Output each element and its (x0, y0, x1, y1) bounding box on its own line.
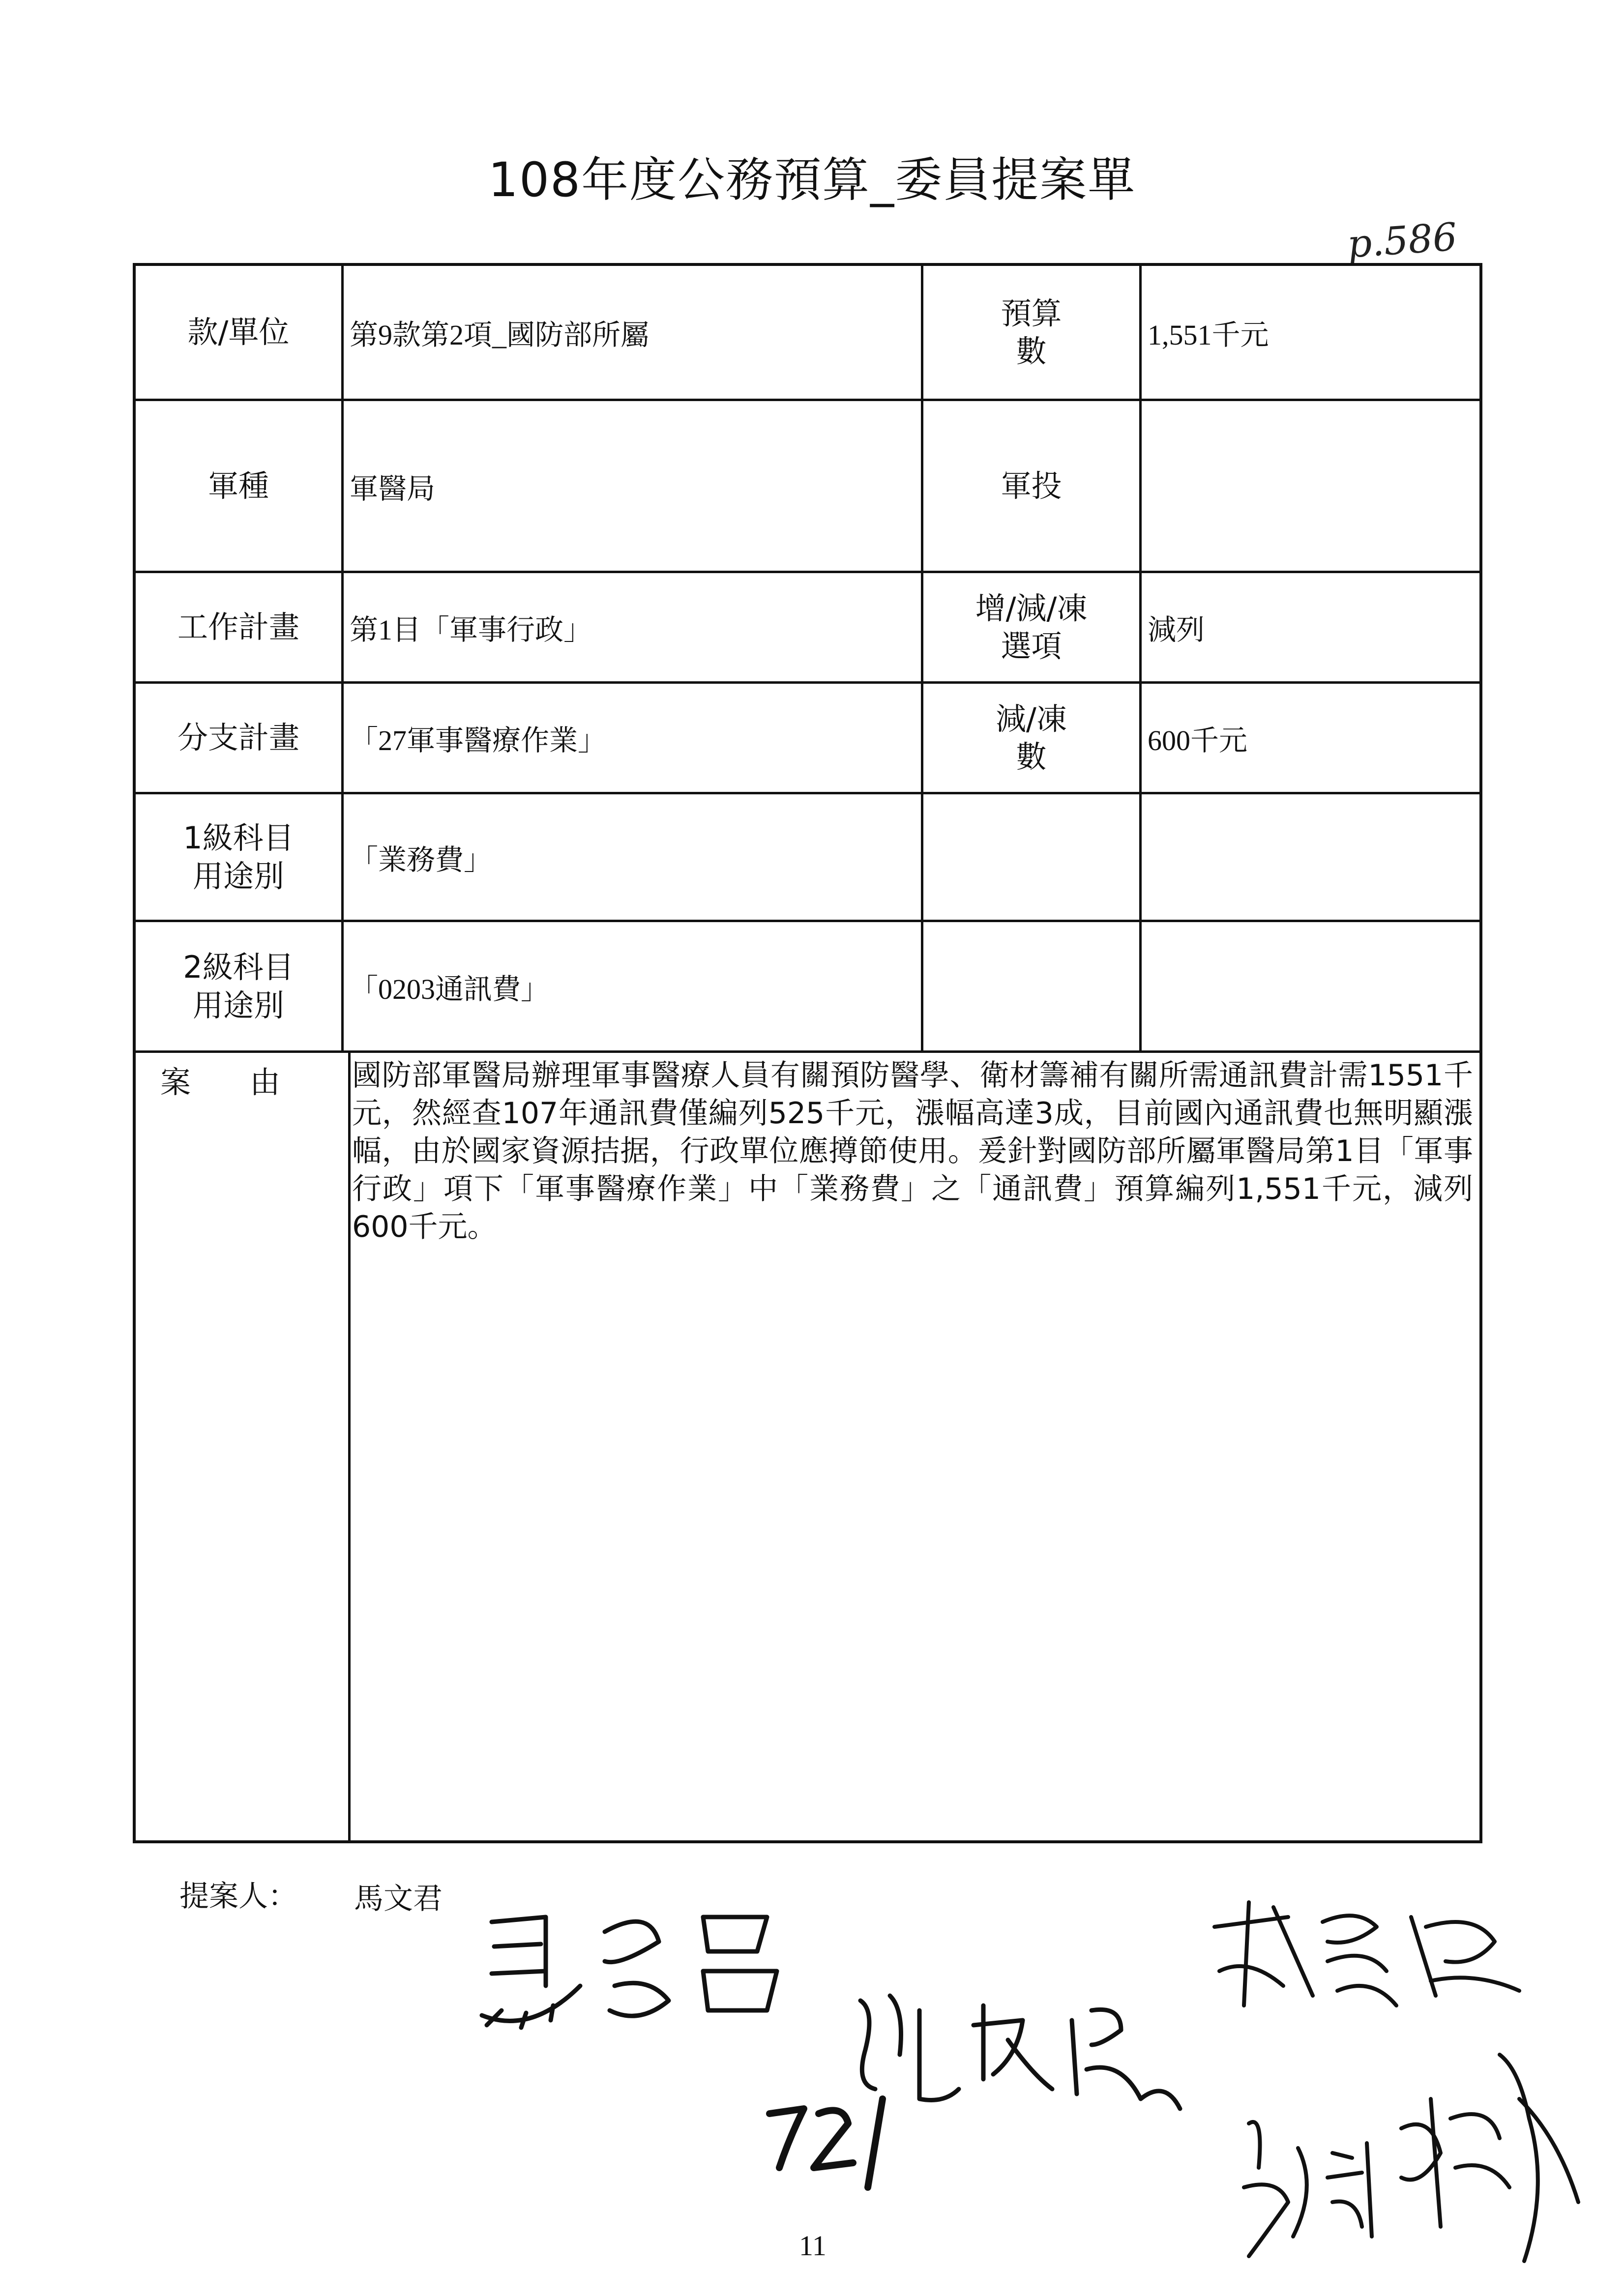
label-reduction-amount: 減/凍 數 (996, 700, 1067, 775)
handwritten-signature-4 (1234, 2040, 1588, 2271)
value-military-investment (1142, 401, 1479, 571)
label-fund-unit: 款/單位 (187, 314, 290, 350)
value-budget-amount: 1,551千元 (1148, 319, 1269, 351)
label-military-investment: 軍投 (1001, 467, 1062, 504)
handwritten-number-stamp (760, 2094, 907, 2192)
page-number: 11 (799, 2230, 827, 2262)
label-action-option: 增/減/凍 選項 (975, 590, 1088, 664)
value-branch-plan: 「27軍事醫療作業」 (350, 725, 607, 756)
handwritten-signature-3 (1200, 1897, 1534, 2025)
label-level2-account: 2級科目 用途別 (183, 949, 294, 1023)
value-level2-account: 「0203通訊費」 (350, 973, 550, 1005)
label-service-branch: 軍種 (207, 467, 269, 504)
label-work-plan: 工作計畫 (177, 609, 299, 645)
form-title: 108年度公務預算_委員提案單 (488, 152, 1136, 207)
label-budget-amount: 預算 數 (1001, 295, 1062, 369)
value-reduction-amount: 600千元 (1148, 725, 1248, 756)
reason-text: 國防部軍醫局辦理軍事醫療人員有關預防醫學、衛材籌補有關所需通訊費計需1551千元，然經查107年通訊費僅編列525千元，漲幅高達3成，目前國內通訊費也無明顯漲幅，由於國家資源拮据，行政單位應撙節使用。爰針對國防部所屬軍醫局第1目「軍事行政」項下「軍事醫療作業」中「業務費」之「通訊費」預算編列1,551千元，減列600千元。 (352, 1058, 1473, 1244)
label-level1-account: 1級科目 用途別 (183, 820, 294, 894)
value-fund-unit: 第9款第2項_國防部所屬 (350, 319, 650, 351)
label-reason: 案由 (160, 1064, 340, 1100)
proposer-label: 提案人： (179, 1879, 297, 1914)
value-action-option: 減列 (1148, 614, 1205, 646)
reason-section (136, 1053, 1479, 1843)
handwritten-page-reference: p.586 (1346, 215, 1459, 267)
label-branch-plan: 分支計畫 (177, 720, 299, 756)
proposal-form-table (133, 263, 1482, 1843)
value-work-plan: 第1目「軍事行政」 (350, 614, 592, 646)
value-level1-account: 「業務費」 (350, 843, 493, 876)
value-service-branch: 軍醫局 (350, 472, 436, 505)
handwritten-signature-1 (472, 1888, 816, 2045)
proposer-name: 馬文君 (354, 1882, 443, 1916)
